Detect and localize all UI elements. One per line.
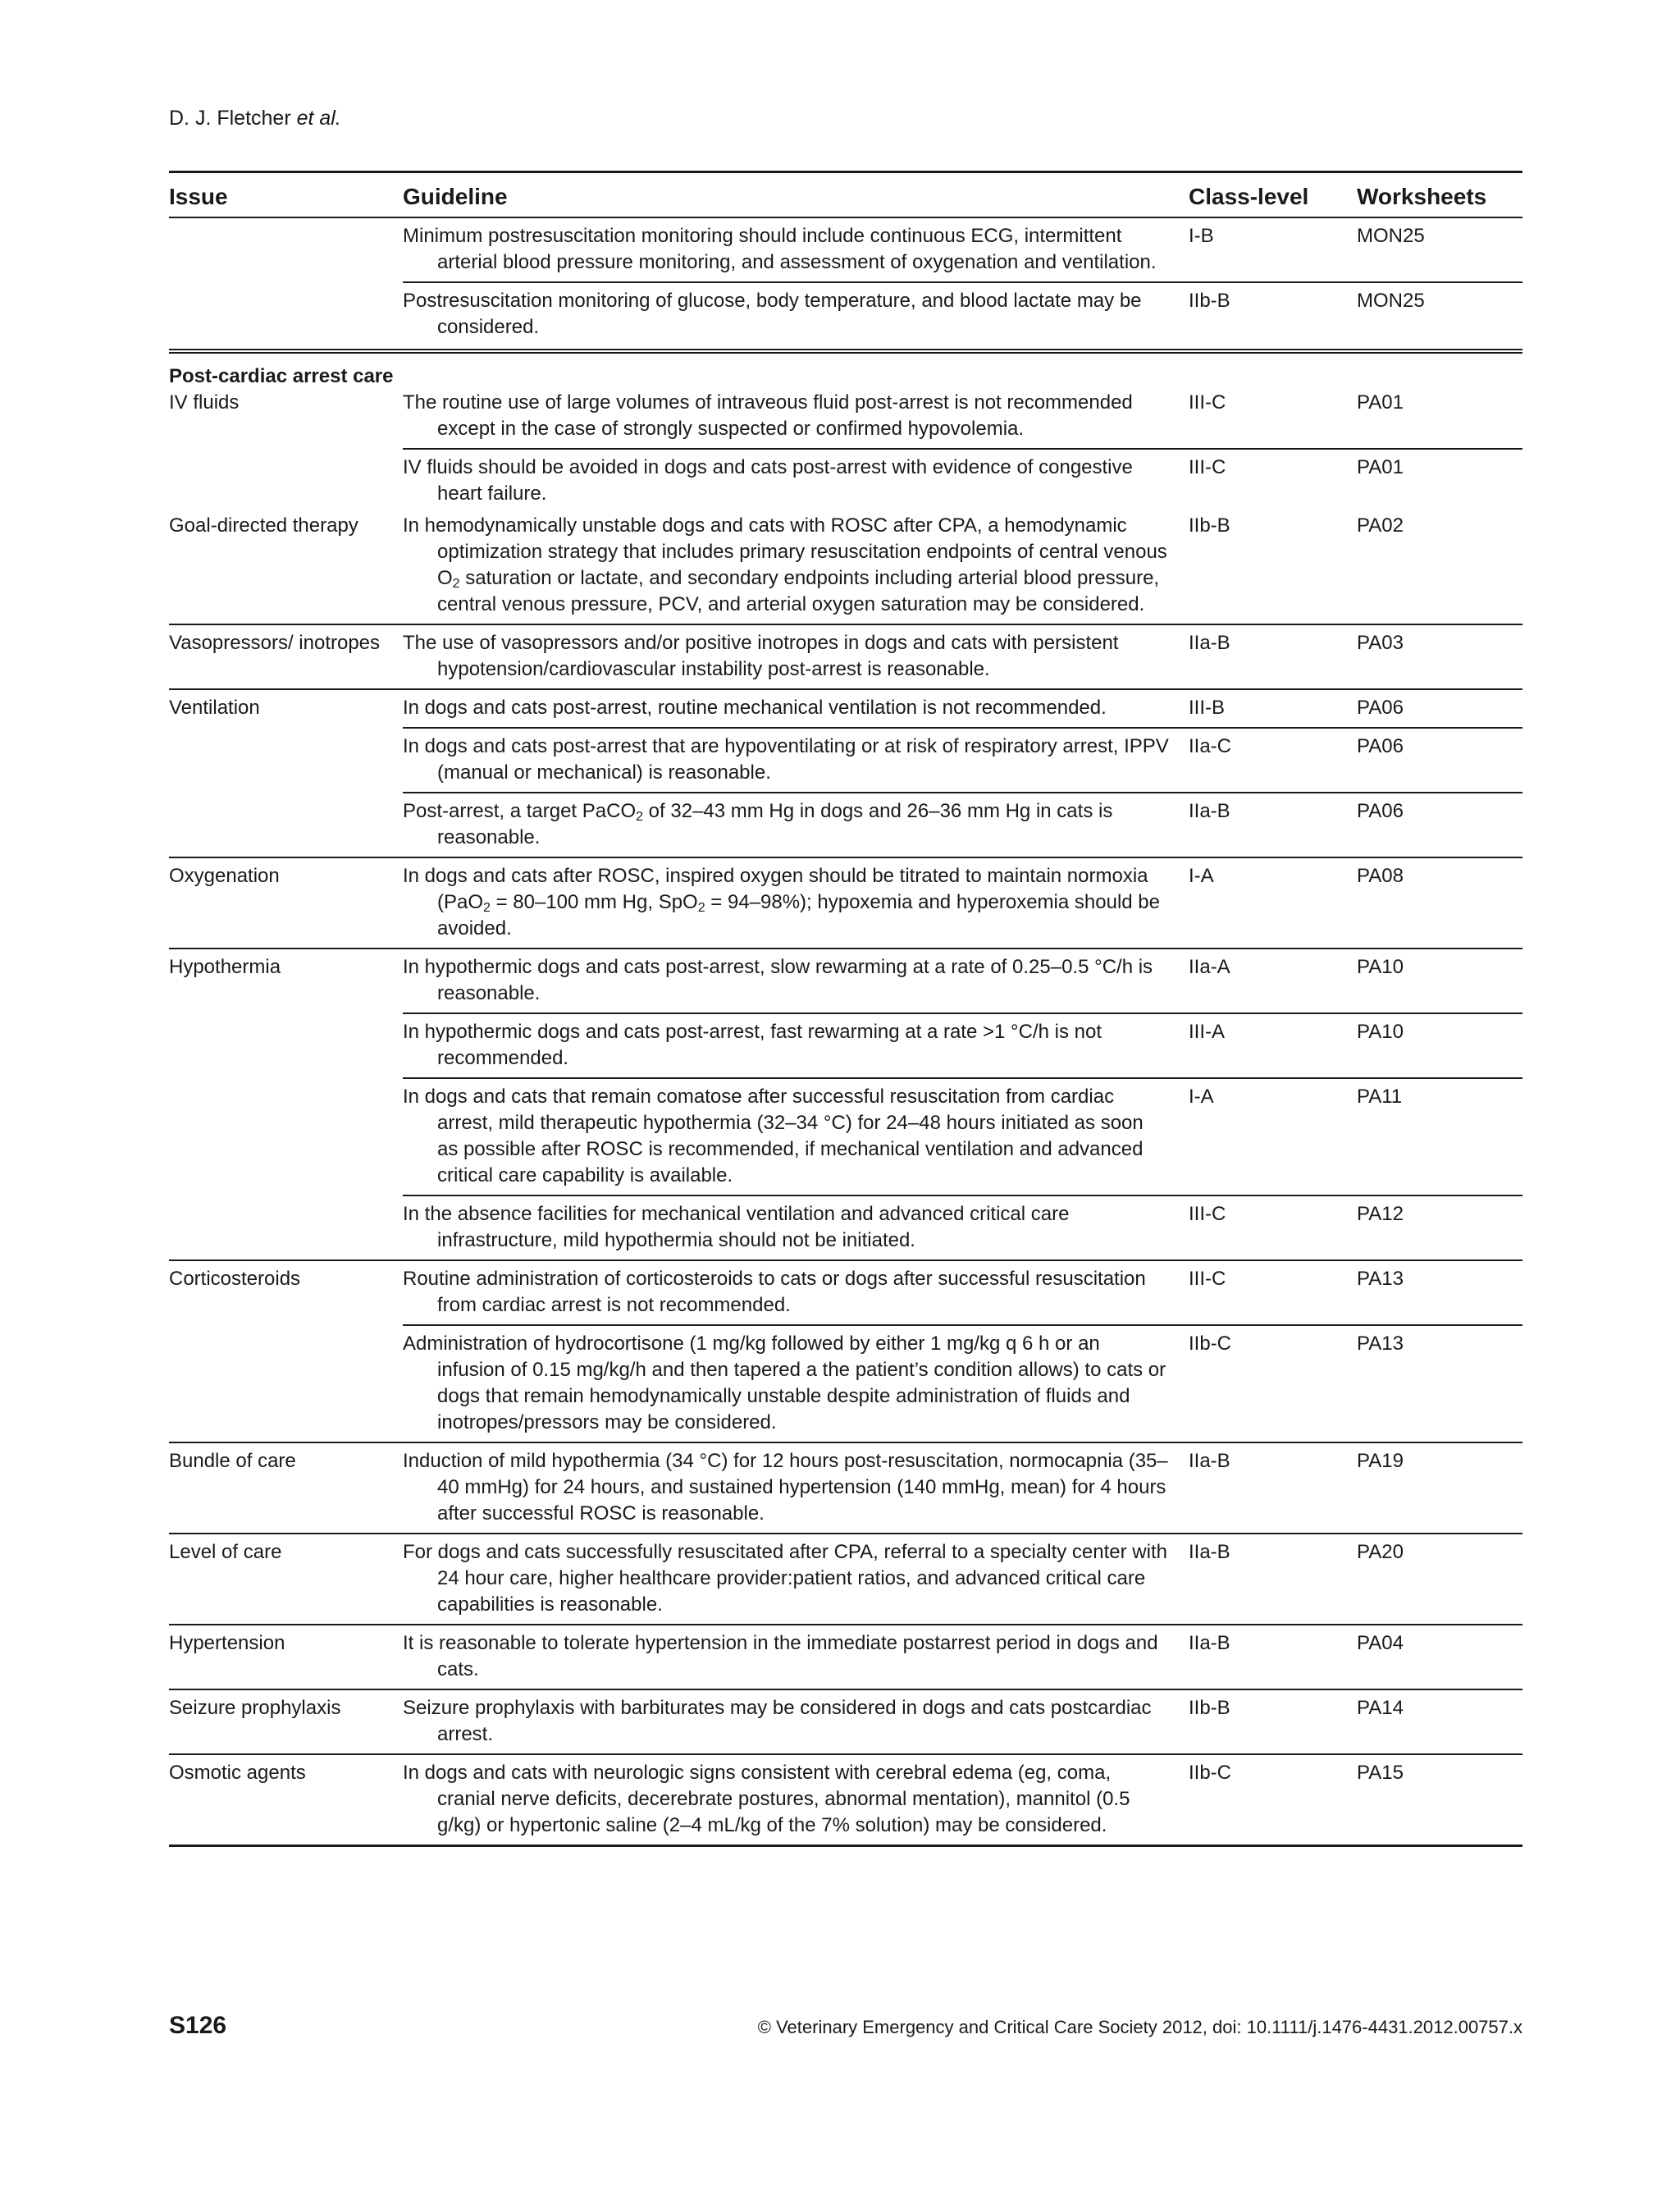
worksheet-cell: PA14 [1357,1689,1522,1754]
worksheet-cell: PA19 [1357,1442,1522,1534]
issue-cell: Osmotic agents [169,1754,403,1846]
table-row [169,728,1522,793]
guideline-cell: It is reasonable to tolerate hypertension in the immediate postarrest period in dogs and cats. [403,1625,1189,1689]
page-number: S126 [169,2012,227,2039]
worksheet-cell: PA12 [1357,1195,1522,1260]
class-level-cell: IIa-B [1189,793,1357,857]
page-footer [169,2012,1522,2040]
guideline-cell: In dogs and cats that remain comatose after successful resuscitation from cardiac arrest, mild therapeutic hypothermia (32–34 °C) for 24–48 hours initiated as soon as possible after ROSC is recommended, if mechanical ventilation and advanced critical care capability is available. [403,1078,1189,1195]
table-row [169,449,1522,513]
table-row [169,1325,1522,1442]
issue-cell: Seizure prophylaxis [169,1689,403,1754]
guideline-cell: The routine use of large volumes of intraveous fluid post-arrest is not recommended except in the case of strongly suspected or confirmed hypovolemia. [403,390,1189,449]
guidelines-table [169,171,1522,1847]
issue-cell [169,449,403,513]
page [169,0,1522,2208]
class-level-cell: IIb-B [1189,282,1357,351]
running-head [169,105,341,131]
guideline-cell: Postresuscitation monitoring of glucose, body temperature, and blood lactate may be considered. [403,282,1189,351]
worksheet-cell: PA13 [1357,1325,1522,1442]
copyright-notice: © Veterinary Emergency and Critical Care Society 2012, doi: 10.1111/j.1476-4431.2012.00757.x [757,2017,1522,2037]
header-class-level: Class-level [1189,172,1357,218]
guideline-cell: In hypothermic dogs and cats post-arrest, fast rewarming at a rate >1 °C/h is not recommended. [403,1013,1189,1078]
guideline-cell: Minimum postresuscitation monitoring should include continuous ECG, intermittent arterial blood pressure monitoring, and assessment of oxygenation and ventilation. [403,217,1189,282]
table-row [169,1625,1522,1689]
worksheet-cell: MON25 [1357,217,1522,282]
worksheet-cell: PA04 [1357,1625,1522,1689]
table-row [169,513,1522,624]
class-level-cell: III-C [1189,1195,1357,1260]
worksheet-cell: PA10 [1357,1013,1522,1078]
worksheet-cell: PA13 [1357,1260,1522,1325]
issue-cell [169,1325,403,1442]
issue-cell: IV fluids [169,391,240,414]
issue-cell [169,728,403,793]
worksheet-cell: PA08 [1357,857,1522,949]
table-row [169,689,1522,728]
worksheet-cell: PA01 [1357,456,1404,478]
issue-cell: Hypothermia [169,956,281,978]
issue-cell: Vasopressors/ inotropes [169,624,403,689]
class-level-cell: IIb-C [1189,1754,1357,1846]
section-heading-row [169,351,1522,390]
guideline-cell: In dogs and cats post-arrest that are hypoventilating or at risk of respiratory arrest, IPPV (manual or mechanical) is reasonable. [403,728,1189,793]
header-issue: Issue [169,172,403,218]
worksheet-cell: PA02 [1357,513,1522,624]
class-level-cell: IIa-B [1189,624,1357,689]
issue-cell: Oxygenation [169,857,403,949]
worksheet-cell: PA03 [1357,624,1522,689]
worksheet-cell: MON25 [1357,282,1522,351]
issue-cell: Ventilation [169,697,260,719]
issue-cell: Corticosteroids [169,1268,301,1290]
guideline-cell: In dogs and cats with neurologic signs consistent with cerebral edema (eg, coma, cranial nerve deficits, decerebrate postures, abnormal mentation), mannitol (0.5 g/kg) or hypertonic saline (2–4 mL/kg of the 7% solution) may be considered. [403,1754,1189,1846]
class-level-cell: I-A [1189,1078,1357,1195]
class-level-cell: III-C [1189,390,1357,449]
header-worksheets: Worksheets [1357,172,1522,218]
worksheet-cell: PA06 [1357,793,1522,857]
issue-cell [169,1195,403,1260]
class-level-cell: IIa-B [1189,1442,1357,1534]
worksheet-cell: PA06 [1357,728,1522,793]
issue-cell [169,217,403,282]
issue-cell [169,1078,403,1195]
table-row [169,390,1522,449]
running-head-authors: D. J. Fletcher [169,107,291,130]
worksheet-cell: PA10 [1357,949,1522,1013]
issue-cell [169,793,403,857]
header-guideline: Guideline [403,172,1189,218]
table-row [169,282,1522,351]
guideline-cell: For dogs and cats successfully resuscitated after CPA, referral to a specialty center with 24 hour care, higher healthcare provider:patient ratios, and advanced critical care capabilities is reasonable. [403,1534,1189,1625]
table-row [169,857,1522,949]
worksheet-cell: PA15 [1357,1754,1522,1846]
guideline-cell: IV fluids should be avoided in dogs and cats post-arrest with evidence of congestive heart failure. [403,456,1133,505]
guideline-cell: In the absence facilities for mechanical ventilation and advanced critical care infrastructure, mild hypothermia should not be initiated. [403,1195,1189,1260]
class-level-cell: I-A [1189,857,1357,949]
guideline-cell: Post-arrest, a target PaCO$_2$ of 32–43 mm Hg in dogs and 26–36 mm Hg in cats is reasonable. [403,793,1189,857]
table-row [169,624,1522,689]
table-row [169,1442,1522,1534]
table-row [169,1260,1522,1325]
issue-cell [169,282,403,351]
guideline-cell: Seizure prophylaxis with barbiturates may be considered in dogs and cats postcardiac arrest. [403,1689,1189,1754]
table-header-row [169,172,1522,218]
table-row [169,793,1522,857]
guideline-cell: The use of vasopressors and/or positive inotropes in dogs and cats with persistent hypotension/cardiovascular instability post-arrest is reasonable. [403,624,1189,689]
table-row [169,1195,1522,1260]
issue-cell: Goal-directed therapy [169,513,403,624]
table-row [169,217,1522,282]
guideline-cell: In hypothermic dogs and cats post-arrest, slow rewarming at a rate of 0.25–0.5 °C/h is reasonable. [403,949,1189,1013]
table-row [169,1689,1522,1754]
guideline-cell: In dogs and cats post-arrest, routine mechanical ventilation is not recommended. [403,689,1189,728]
class-level-cell: IIa-B [1189,1534,1357,1625]
class-level-cell: IIb-B [1189,1689,1357,1754]
guideline-cell: Administration of hydrocortisone (1 mg/kg followed by either 1 mg/kg q 6 h or an infusion of 0.15 mg/kg/h and then tapered a the patient’s condition allows) to cats or dogs that remain hemodynamically unstable despite administration of fluids and inotropes/pressors may be considered. [403,1325,1189,1442]
class-level-cell: IIa-B [1189,1625,1357,1689]
section-heading: Post-cardiac arrest care [169,365,394,387]
guideline-cell: In hemodynamically unstable dogs and cats with ROSC after CPA, a hemodynamic optimization strategy that includes primary resuscitation endpoints of central venous $O_2$ saturation or lactate, and secondary endpoints including arterial blood pressure, central venous pressure, PCV, and arterial oxygen saturation may be considered. [403,513,1189,624]
class-level-cell: III-B [1189,689,1357,728]
worksheet-cell: PA20 [1357,1534,1522,1625]
class-level-cell: III-A [1189,1013,1357,1078]
table-row [169,1534,1522,1625]
running-head-etal: et al. [296,107,341,130]
class-level-cell: III-C [1189,1260,1357,1325]
class-level-cell: I-B [1189,217,1357,282]
worksheet-cell: PA01 [1357,390,1522,449]
issue-cell [169,1013,403,1078]
worksheet-cell: PA06 [1357,689,1522,728]
issue-cell: Hypertension [169,1625,403,1689]
guideline-cell: Induction of mild hypothermia (34 °C) for 12 hours post-resuscitation, normocapnia (35–40 mmHg) for 24 hours, and sustained hypertension (140 mmHg, mean) for 4 hours after successful ROSC is reasonable. [403,1442,1189,1534]
class-level-cell: IIb-B [1189,513,1357,624]
guideline-cell: Routine administration of corticosteroids to cats or dogs after successful resuscitation from cardiac arrest is not recommended. [403,1260,1189,1325]
class-level-cell: IIa-C [1189,728,1357,793]
class-level-cell: IIb-C [1189,1325,1357,1442]
class-level-cell: III-C [1189,456,1226,478]
class-level-cell: IIa-A [1189,949,1357,1013]
table-row [169,1013,1522,1078]
issue-cell: Level of care [169,1534,403,1625]
table-row [169,1754,1522,1846]
table-row [169,949,1522,1013]
table-row [169,1078,1522,1195]
guideline-cell: In dogs and cats after ROSC, inspired oxygen should be titrated to maintain normoxia (PaO$_2$ = 80–100 mm Hg, SpO$_2$ = 94–98%); hypoxemia and hyperoxemia should be avoided. [403,857,1189,949]
worksheet-cell: PA11 [1357,1078,1522,1195]
issue-cell: Bundle of care [169,1442,403,1534]
